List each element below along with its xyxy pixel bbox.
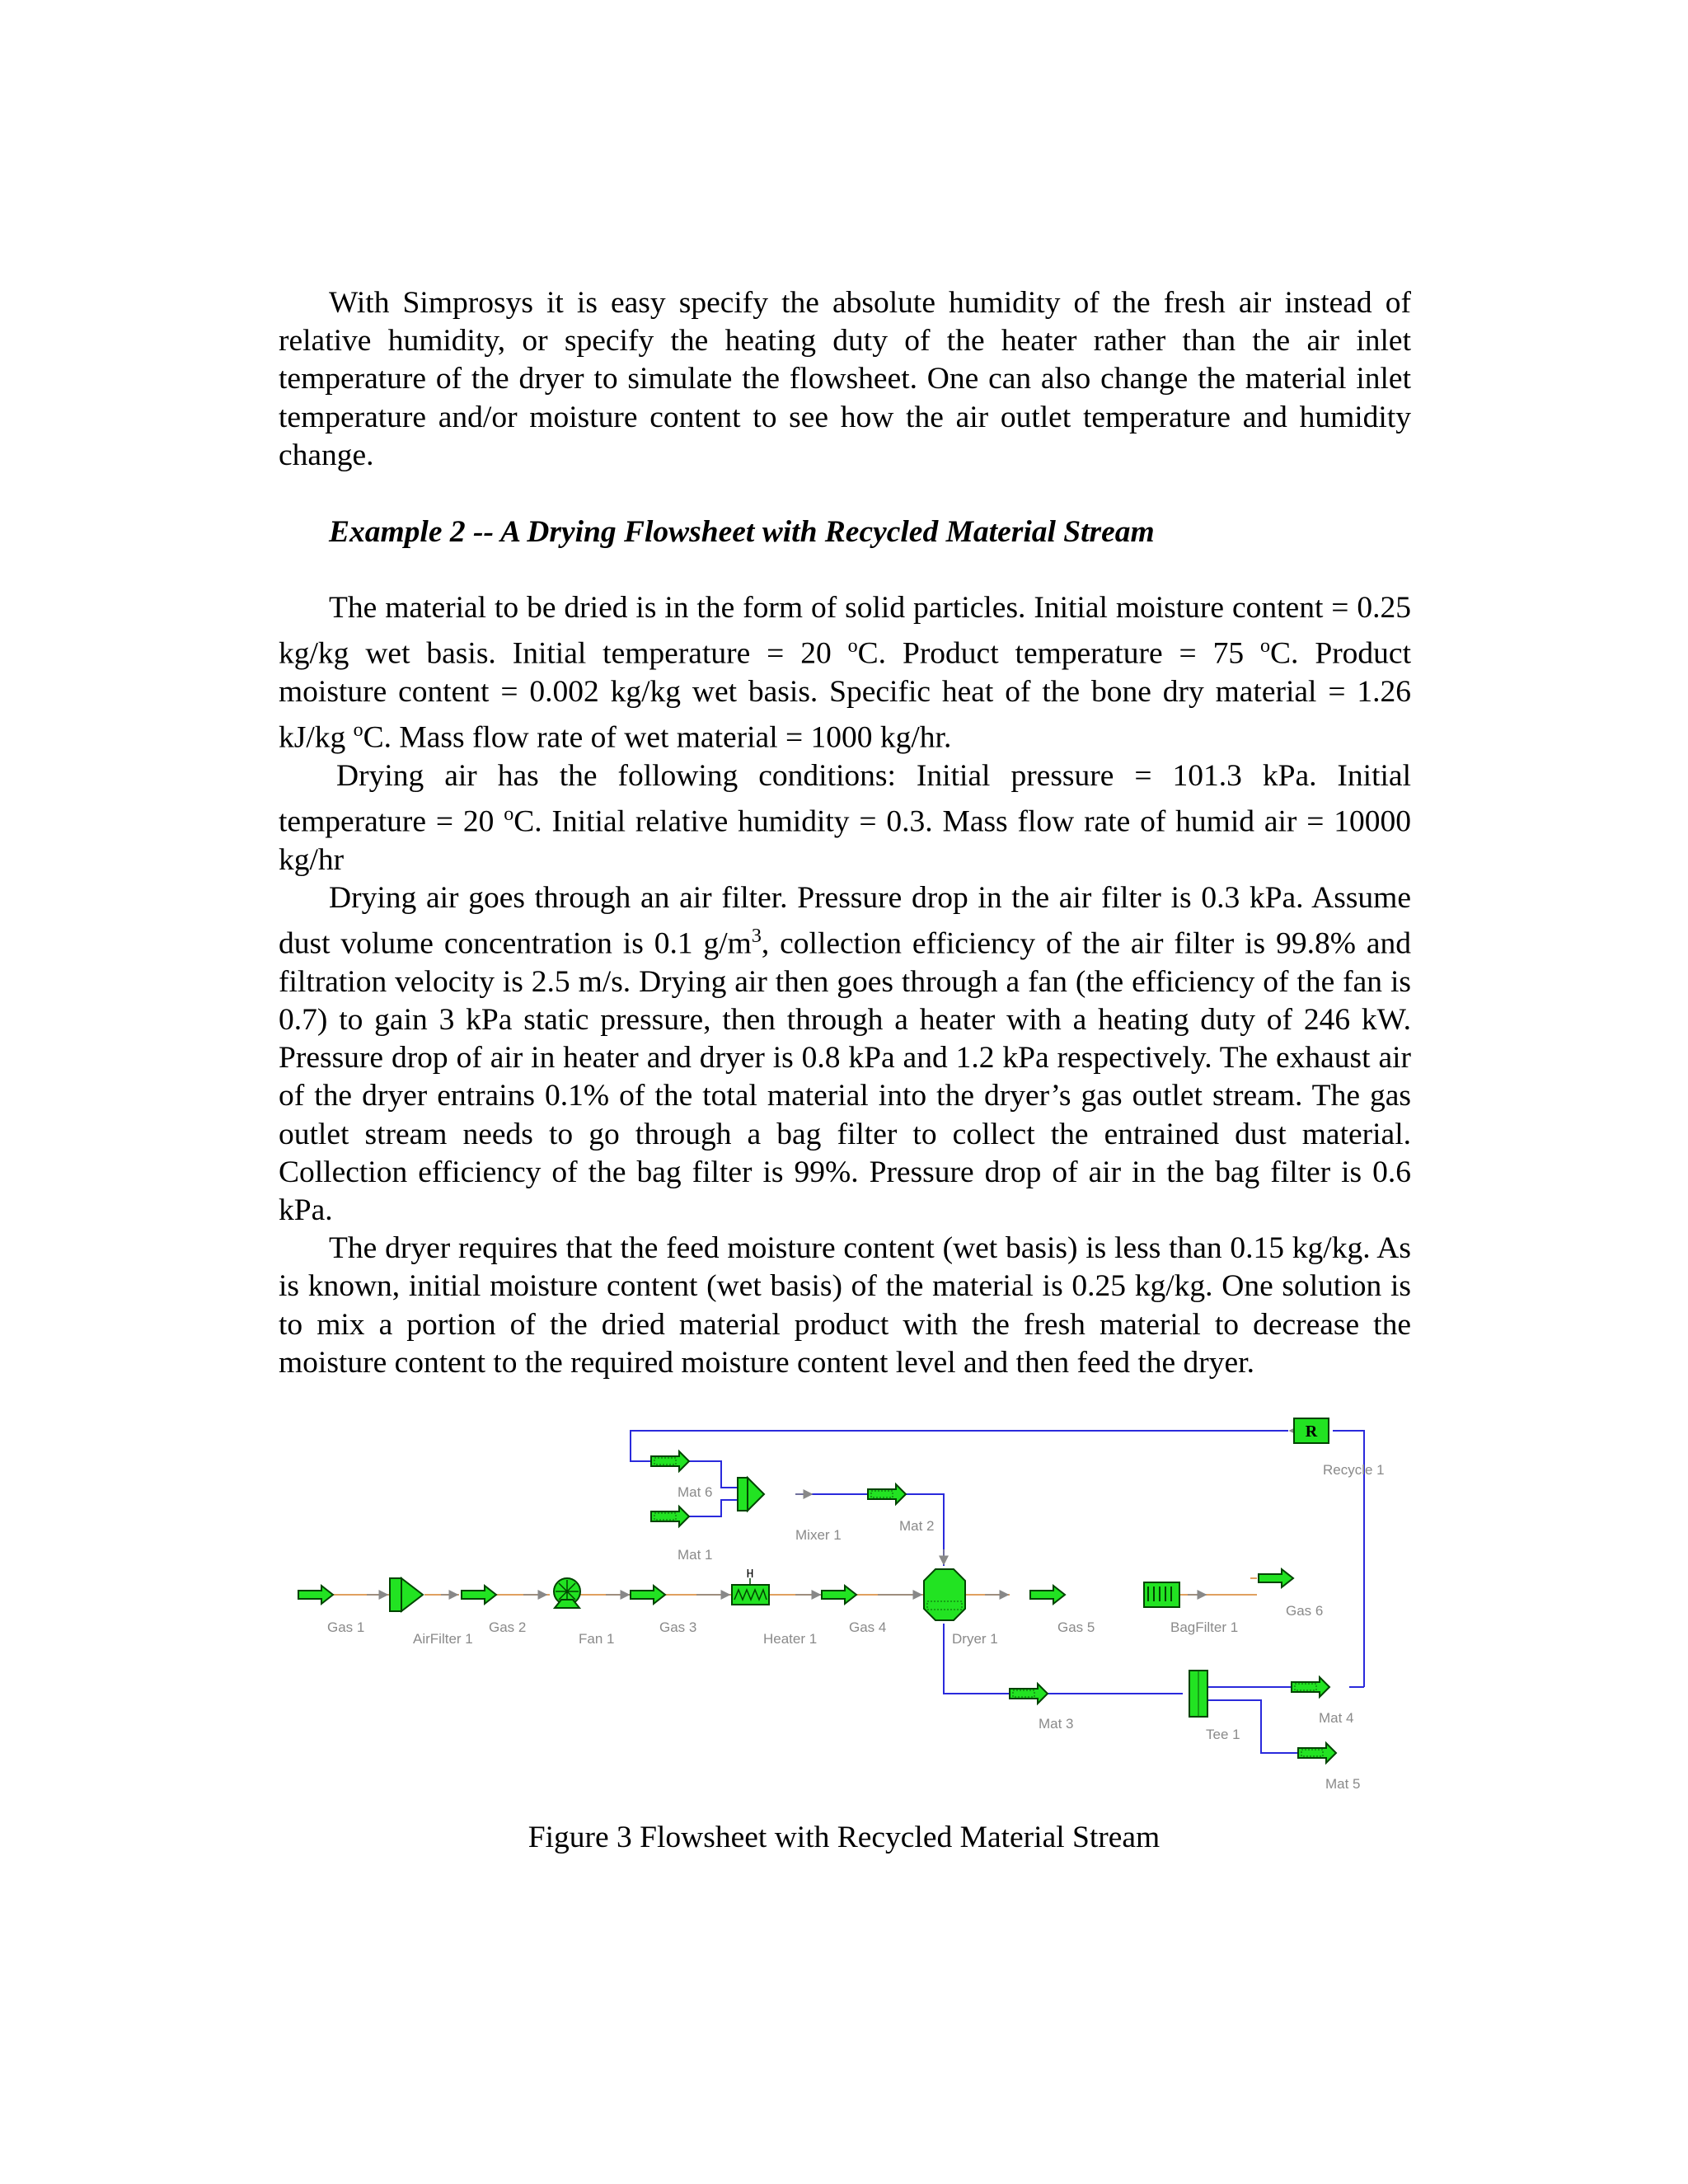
flowsheet-diagram [284,1405,1409,1809]
bag-filter-unit-icon[interactable] [1144,1582,1179,1607]
gas3-stream-icon[interactable] [631,1586,665,1604]
gas1-stream-icon[interactable] [298,1586,333,1604]
mat1-stream-icon[interactable] [651,1507,689,1526]
paragraph-material-text-d: C. Mass flow rate of wet material = 1000 kg/hr. [363,720,952,755]
intro-section [279,284,1411,475]
mat2-stream-icon[interactable] [868,1484,906,1504]
degree-superscript: o [847,635,858,658]
connection-arrows [367,1431,1306,1595]
label-mat-1: Mat 1 [678,1547,713,1563]
paragraph-recycle: The dryer requires that the feed moisture content (wet basis) is less than 0.15 kg/kg. As is known, initial moisture content (wet basis) of the material is 0.25 kg/kg. One solution is to mix a portion of the dried material product with the fresh material to decrease the moisture content to the required moisture content level and then feed the dryer. [279,1231,1411,1380]
paragraph-material [279,589,1411,757]
paragraph-material-text-a: The material to be dried is in the form of solid particles. Initial moisture content = 0.25 kg/kg wet basis. Initial temperature = 20 [279,591,1411,671]
paragraph-air [279,757,1411,879]
label-mat-2: Mat 2 [899,1518,935,1534]
label-bag-filter-1: BagFilter 1 [1170,1619,1239,1635]
label-mat-4: Mat 4 [1319,1710,1354,1726]
flowsheet-figure [284,1405,1409,1809]
gas5-stream-icon[interactable] [1030,1586,1065,1604]
label-gas-2: Gas 2 [489,1619,527,1635]
label-recycle-1: Recycle 1 [1323,1462,1385,1478]
dryer-unit-icon[interactable] [924,1569,965,1620]
label-mat-5: Mat 5 [1325,1776,1361,1792]
gas2-stream-icon[interactable] [462,1586,496,1604]
intro-paragraph: With Simprosys it is easy specify the absolute humidity of the fresh air instead of relative humidity, or specify the heating duty of the heater rather than the air inlet temperature of the dryer to simulate the flowsheet. One can also change the material inlet temperature and/or moisture content to see how the air outlet temperature and humidity change. [279,286,1411,472]
recycle-symbol-text: R [1305,1422,1318,1441]
label-tee-1: Tee 1 [1206,1727,1240,1742]
paragraph-equipment-text-a: Drying air goes through an air filter. Pressure drop in the air filter is 0.3 kPa. Assume dust volume concentration is 0.1 g/m [279,880,1411,961]
figure-caption: Figure 3 Flowsheet with Recycled Material Stream [528,1821,1160,1854]
label-mat-3: Mat 3 [1039,1716,1074,1732]
label-mat-6: Mat 6 [678,1484,713,1500]
paragraph-air-text-a: Drying air has the following conditions: Initial pressure = 101.3 kPa. Initial temperature = 20 [279,758,1411,839]
paragraph-air-text-b: C. Initial relative humidity = 0.3. Mass flow rate of humid air = 10000 kg/hr [279,804,1411,877]
mat3-stream-icon[interactable] [1010,1684,1048,1704]
label-air-filter-1: AirFilter 1 [413,1631,473,1647]
degree-superscript: o [353,719,363,742]
paragraph-equipment [279,879,1411,1230]
label-mixer-1: Mixer 1 [795,1527,842,1543]
paragraph-equipment-text-b: , collection efficiency of the air filter is 99.8% and filtration velocity is 2.5 m/s. Drying air then goes through a fan (the efficiency of the fan is 0.7) to gain 3 kPa static pressure, then through a heater with a heating duty of 246 kW. Pressure drop of air in heater and dryer is 0.8 kPa and 1.2 kPa respectively. The exhaust air of the dryer entrains 0.1% of the total material into the dryer’s gas outlet stream. The gas outlet stream needs to go through a bag filter to collect the entrained dust material. Collection efficiency of the bag filter is 99%. Pressure drop of air in the bag filter is 0.6 kPa. [279,926,1411,1228]
degree-superscript: o [504,804,514,826]
mat6-stream-icon[interactable] [651,1451,689,1471]
label-gas-5: Gas 5 [1057,1619,1095,1635]
tee-unit-icon[interactable] [1189,1671,1207,1717]
example-body [279,589,1411,1382]
paragraph-material-text-b: C. Product temperature = 75 [857,636,1261,671]
label-gas-3: Gas 3 [659,1619,697,1635]
cubic-superscript: 3 [751,926,762,948]
example-heading: Example 2 -- A Drying Flowsheet with Recycled Material Stream [329,515,1155,549]
mat4-stream-icon[interactable] [1292,1677,1329,1697]
label-gas-4: Gas 4 [849,1619,887,1635]
degree-superscript: o [1260,635,1271,658]
air-filter-unit-icon[interactable] [390,1578,423,1611]
paragraph-material-text-c: C. Product moisture content = 0.002 kg/kg wet basis. Specific heat of the bone dry material = 1.26 kJ/kg [279,636,1411,755]
gas4-stream-icon[interactable] [822,1586,856,1604]
label-fan-1: Fan 1 [579,1631,615,1647]
label-gas-1: Gas 1 [327,1619,365,1635]
mixer-unit-icon[interactable] [738,1478,764,1511]
gas6-stream-icon[interactable] [1259,1569,1293,1587]
heater-symbol-text: H [746,1568,754,1582]
label-dryer-1: Dryer 1 [952,1631,998,1647]
mat5-stream-icon[interactable] [1298,1743,1336,1763]
heater-unit-icon[interactable] [732,1578,769,1605]
fan-unit-icon[interactable] [554,1578,580,1608]
label-gas-6: Gas 6 [1286,1603,1324,1619]
label-heater-1: Heater 1 [763,1631,818,1647]
